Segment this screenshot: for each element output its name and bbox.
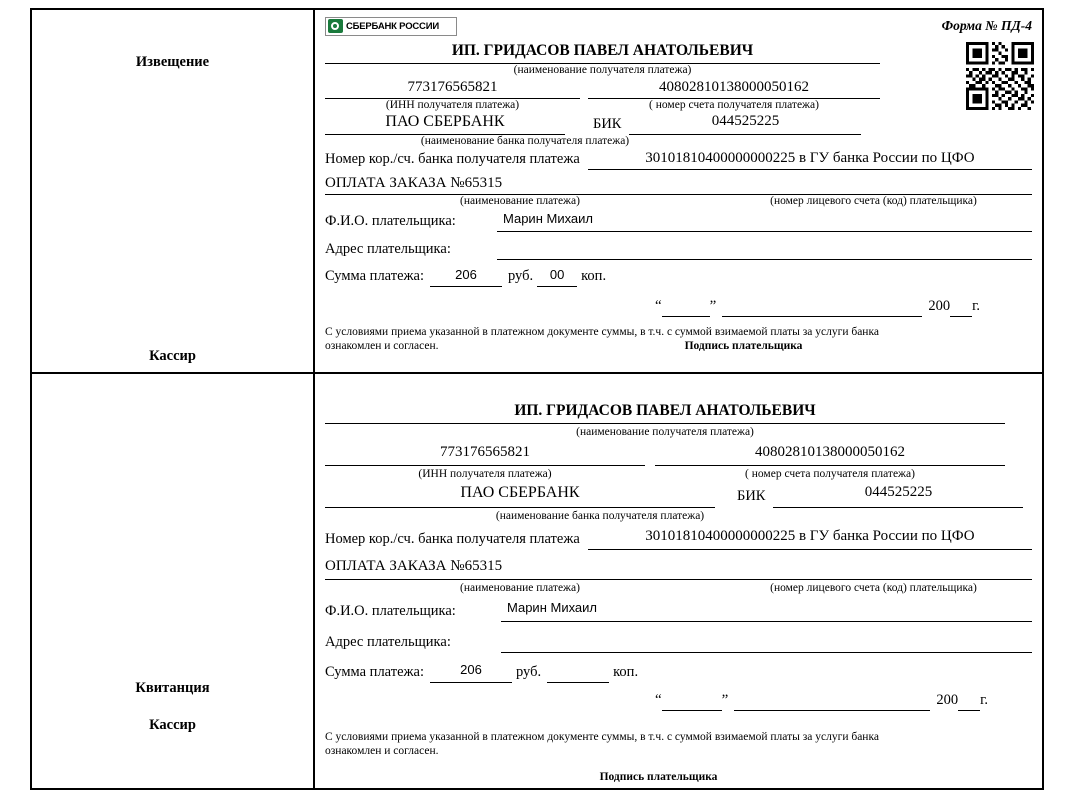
bank-name-caption-bottom: (наименование банка получателя платежа) [495,510,705,522]
receipt-left-column [32,374,315,788]
date-year-field-bottom [958,695,980,711]
bik-label-top: БИК [593,116,622,132]
receipt-right-column [315,374,1042,788]
inn-caption-top: (ИНН получателя платежа) [385,99,520,111]
payer-address-value-top [497,239,1032,254]
personal-account-field-bottom [715,558,1032,580]
payer-name-label-bottom: Ф.И.О. плательщика: [325,603,456,619]
payer-name-value-top: Марин Михаил [503,211,594,226]
recipient-name-caption-top: (наименование получателя платежа) [513,64,692,76]
inn-field-top [325,79,580,99]
sberbank-mark-icon [328,19,343,33]
sberbank-logo-text: СБЕРБАНК РОССИИ [346,20,439,32]
payer-name-value-bottom: Марин Михаил [507,600,598,615]
bank-name-caption-top: (наименование банка получателя платежа) [420,135,630,147]
date-quote-open-bottom: “ [655,692,662,708]
corr-field-top [588,150,1032,170]
bik-value-top: 044525225 [711,113,780,129]
sum-rub-field-bottom [430,662,512,683]
personal-account-caption-top: (номер лицевого счета (код) плательщика) [770,195,977,207]
payment-form [30,8,1044,790]
bik-value-bottom: 044525225 [864,484,933,500]
notice-section [32,10,1042,374]
receipt-section [32,374,1042,788]
year-prefix-top: 200 [928,298,951,314]
notice-left-column [32,10,315,372]
bik-field-top [629,113,861,135]
recipient-name-field-top [325,40,880,64]
kop-word-bottom: коп. [613,664,639,680]
bank-name-field-bottom [325,484,715,508]
bank-name-field-top [325,113,565,135]
recipient-name-top: ИП. ГРИДАСОВ ПАВЕЛ АНАТОЛЬЕВИЧ [451,42,754,59]
cashier-label-bottom: Кассир [149,717,196,733]
terms-line1-bottom: С условиями приема указанной в платежном документе суммы, в т.ч. с суммой взимаемой платы за услуги банка [325,731,879,743]
sum-rub-field-top [430,267,502,287]
terms-line2-top: ознакомлен и согласен. [325,340,439,352]
bik-label-bottom: БИК [737,488,766,504]
recipient-name-bottom: ИП. ГРИДАСОВ ПАВЕЛ АНАТОЛЬЕВИЧ [514,402,816,419]
corr-field-bottom [588,528,1032,550]
receipt-label: Квитанция [135,680,210,696]
year-suffix-top: г. [972,298,981,314]
personal-account-field-top [715,175,1032,195]
payer-address-field-top [497,239,1032,260]
recipient-name-field-bottom [325,398,1005,424]
rub-word-top: руб. [508,268,534,284]
recipient-name-caption-bottom: (наименование получателя платежа) [576,426,754,438]
sum-kop-field-top [537,267,577,287]
sum-label-top: Сумма платежа: [325,268,424,284]
payer-address-label-bottom: Адрес плательщика: [325,634,451,650]
corr-label-top: Номер кор./сч. банка получателя платежа [325,151,580,167]
payment-purpose-top: ОПЛАТА ЗАКАЗА №65315 [325,175,503,191]
corr-label-bottom: Номер кор./сч. банка получателя платежа [325,531,580,547]
sum-kop-field-bottom [547,662,609,683]
payer-name-label-top: Ф.И.О. плательщика: [325,213,456,229]
date-quote-close-top: ” [709,298,717,314]
payer-name-field-bottom [501,600,1032,622]
sum-rub-bottom: 206 [460,662,482,677]
payment-purpose-caption-bottom: (наименование платежа) [460,582,580,594]
account-field-top [588,79,880,99]
date-quote-open-top: “ [655,298,662,314]
sum-rub-top: 206 [455,267,477,282]
date-quote-close-bottom: ” [721,692,729,708]
year-prefix-bottom: 200 [936,692,959,708]
sum-kop-bottom [547,662,609,677]
notice-right-column [315,10,1042,372]
form-number: Форма № ПД-4 [941,18,1032,33]
payer-address-value-bottom [501,631,1032,646]
bank-name-top: ПАО СБЕРБАНК [385,113,505,130]
sberbank-logo-icon [325,17,457,36]
account-value-top: 40802810138000050162 [659,79,809,95]
personal-account-caption-bottom: (номер лицевого счета (код) плательщика) [770,582,977,594]
payer-address-label-top: Адрес плательщика: [325,241,451,257]
sum-kop-top: 00 [549,267,565,282]
signature-label-top: Подпись плательщика [684,340,803,352]
account-value-bottom: 40802810138000050162 [755,444,905,460]
sum-label-bottom: Сумма платежа: [325,664,424,680]
payer-address-field-bottom [501,631,1032,653]
inn-value-top: 773176565821 [407,79,498,95]
corr-value-bottom: 30101810400000000225 в ГУ банка России по ЦФО [645,528,975,544]
date-month-field-top [722,301,922,317]
kop-word-top: коп. [581,268,607,284]
rub-word-bottom: руб. [516,664,542,680]
cashier-label-top: Кассир [149,348,196,364]
account-caption-top: ( номер счета получателя платежа) [649,99,819,111]
bik-field-bottom [773,484,1023,508]
payment-purpose-field-bottom [325,558,715,580]
notice-label: Извещение [135,54,210,70]
payment-purpose-field-top [325,175,715,195]
date-day-field-top [662,301,710,317]
account-field-bottom [655,444,1005,466]
date-day-field-bottom [662,695,722,711]
account-caption-bottom: ( номер счета получателя платежа) [745,468,915,480]
year-suffix-bottom: г. [980,692,989,708]
inn-field-bottom [325,444,645,466]
terms-line2-bottom: ознакомлен и согласен. [325,745,439,757]
inn-caption-bottom: (ИНН получателя платежа) [418,468,552,480]
payer-name-field-top [497,211,1032,232]
payment-purpose-caption-top: (наименование платежа) [460,195,580,207]
bank-name-bottom: ПАО СБЕРБАНК [460,484,580,501]
signature-label-bottom: Подпись плательщика [599,771,718,783]
payment-purpose-bottom: ОПЛАТА ЗАКАЗА №65315 [325,558,503,574]
date-month-field-bottom [734,695,930,711]
corr-value-top: 30101810400000000225 в ГУ банка России по ЦФО [645,150,975,166]
date-year-field-top [950,301,972,317]
terms-line1-top: С условиями приема указанной в платежном документе суммы, в т.ч. с суммой взимаемой платы за услуги банка [325,326,879,338]
inn-value-bottom: 773176565821 [440,444,530,460]
